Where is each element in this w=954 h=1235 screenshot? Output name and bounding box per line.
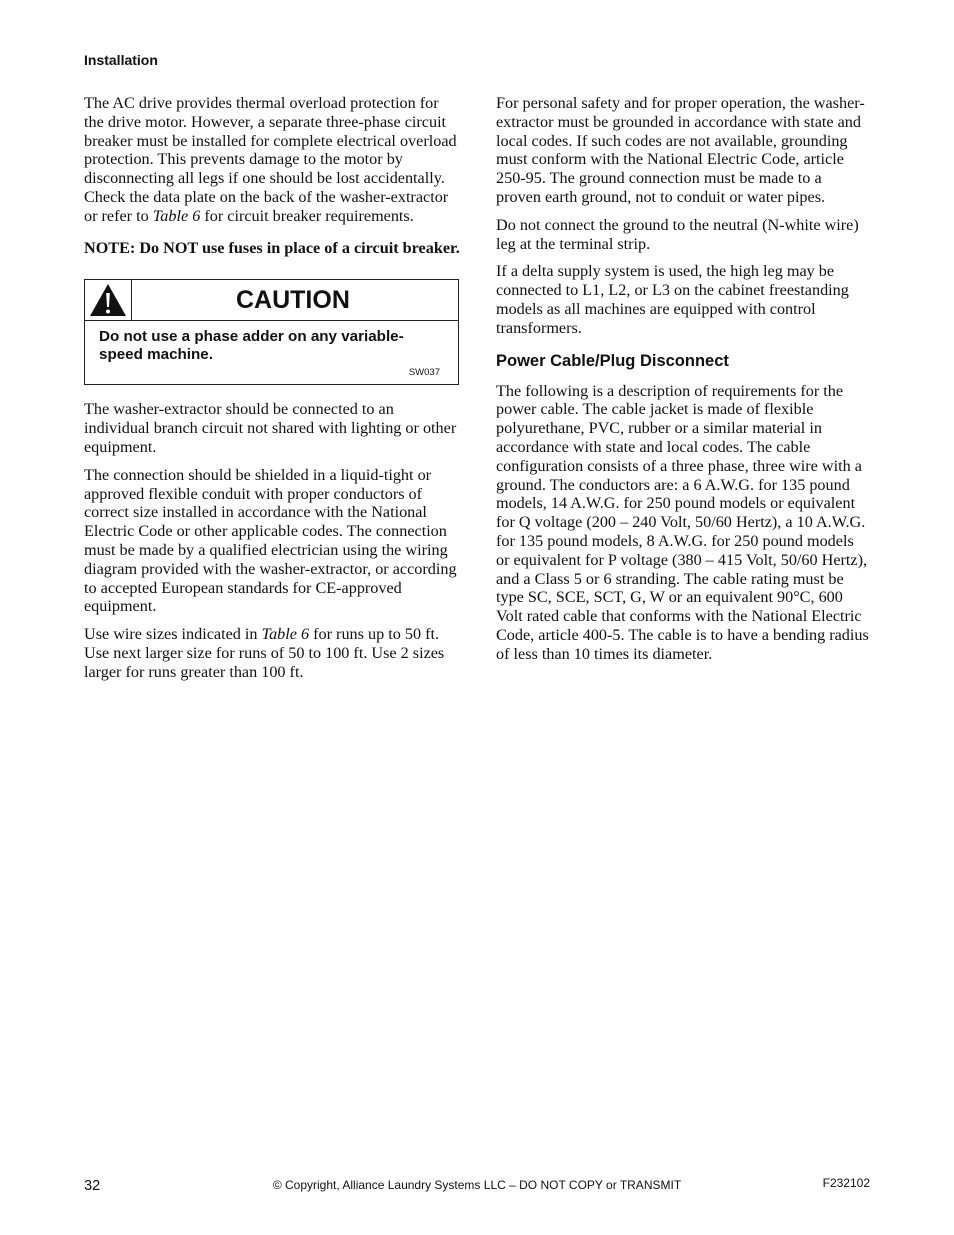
- document-id: F232102: [822, 1176, 870, 1190]
- caution-title: CAUTION: [236, 285, 350, 314]
- copyright-notice: © Copyright, Alliance Laundry Systems LLC – DO NOT COPY or TRANSMIT: [272, 1178, 682, 1192]
- page-number: 32: [84, 1178, 101, 1194]
- text: for runs up to 50 ft. Use next larger size for runs of 50 to 100 ft. Use 2 sizes larger for runs greater than 100 ft.: [84, 625, 445, 681]
- caution-header: [85, 280, 458, 321]
- text: Use wire sizes indicated in: [84, 625, 262, 644]
- text: The AC drive provides thermal overload protection for the drive motor. However, a separate three-phase circuit breaker must be installed for complete electrical overload protection. This prevents damage to the motor by disconnecting all legs if one should be lost accidentally. Check the data plate on the back of the washer-extractor or refer to: [84, 94, 457, 225]
- paragraph-wire-sizes: [84, 625, 460, 681]
- left-column: [84, 94, 460, 691]
- paragraph-power-cable: The following is a description of requirements for the power cable. The cable jacket is made of flexible polyurethane, PVC, rubber or a similar material in accordance with state and local codes. The cable configuration consists of a three phase, three wire with a ground. The conductors are: a 6 A.W.G. for 135 pound models, 14 A.W.G. for 250 pound models or equivalent for Q voltage (200 – 240 Volt, 50/60 Hertz), a 10 A.W.G. for 135 pound models, 8 A.W.G. for 250 pound models or equivalent for P voltage (380 – 415 Volt, 50/60 Hertz), and a Class 5 or 6 stranding. The cable rating must be type SC, SCE, SCT, G, W or an equivalent 90°C, 600 Volt rated cable that conforms with the National Electric Code, article 400-5. The cable is to have a bending radius of less than 10 times its diameter.: [496, 381, 869, 663]
- paragraph-delta-supply: If a delta supply system is used, the high leg may be connected to L1, L2, or L3 on the cabinet freestanding models as all machines are equipped with control transformers.: [496, 262, 849, 337]
- text: for circuit breaker requirements.: [200, 206, 414, 225]
- caution-code: SW037: [408, 367, 440, 379]
- note-fuses: NOTE: Do NOT use fuses in place of a circuit breaker.: [84, 238, 460, 257]
- caution-box: [84, 279, 459, 385]
- paragraph-conduit: The connection should be shielded in a liquid-tight or approved flexible conduit with proper conductors of correct size installed in accordance with the National Electric Code or other applicable codes. The connection must be made by a qualified electrician using the wiring diagram provided with the washer-extractor, or according to accepted European standards for CE-approved equipment.: [84, 465, 457, 616]
- section-header: Installation: [84, 52, 158, 68]
- right-column: [496, 94, 870, 673]
- caution-body: [85, 321, 458, 384]
- paragraph-neutral: Do not connect the ground to the neutral (N-white wire) leg at the terminal strip.: [496, 215, 859, 253]
- caution-icon-cell: [85, 280, 132, 320]
- warning-triangle-icon: [88, 282, 128, 318]
- paragraph-grounding: For personal safety and for proper operation, the washer-extractor must be grounded in accordance with state and local codes. If such codes are not available, grounding must conform with the National Electric Code, article 250-95. The ground connection must be made to a proven earth ground, not to conduit or water pipes.: [496, 94, 865, 206]
- table-reference-link[interactable]: Table 6: [152, 206, 201, 225]
- section-heading-power-cable: Power Cable/Plug Disconnect: [496, 351, 729, 370]
- paragraph-branch-circuit: The washer-extractor should be connected to an individual branch circuit not shared with lighting or other equipment.: [84, 400, 457, 456]
- caution-text: Do not use a phase adder on any variable-speed machine.: [99, 328, 404, 364]
- table-reference-link[interactable]: Table 6: [261, 625, 310, 644]
- paragraph-overload-protection: [84, 94, 460, 226]
